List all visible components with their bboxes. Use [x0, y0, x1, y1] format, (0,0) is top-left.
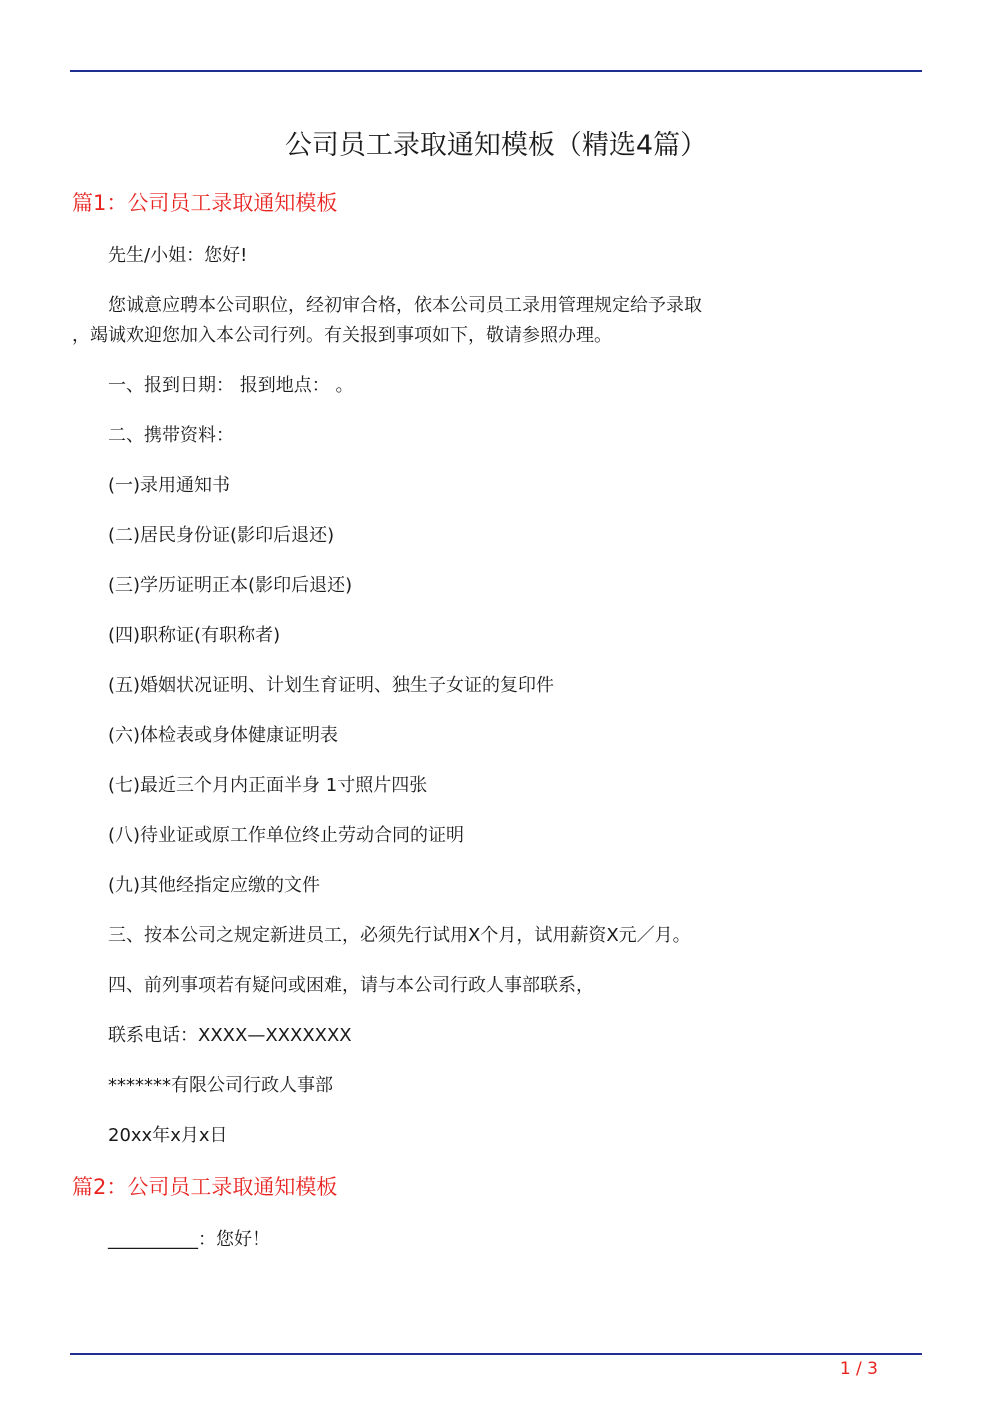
paragraph-probation: 三、按本公司之规定新进员工，必须先行试用X个月，试用薪资X元／月。 [108, 925, 691, 946]
paragraph-materials-heading: 二、携带资料： [108, 425, 234, 446]
list-item: (九)其他经指定应缴的文件 [108, 875, 321, 896]
section-heading: 篇2：公司员工录取通知模板 [72, 1175, 338, 1199]
list-item: (二)居民身份证(影印后退还) [108, 525, 335, 546]
section-heading: 篇1：公司员工录取通知模板 [72, 191, 338, 215]
paragraph-greeting: 先生/小姐：您好! [108, 245, 248, 266]
paragraph-greeting: __________：您好！ [108, 1229, 270, 1250]
header-rule [70, 70, 922, 72]
footer-rule [70, 1353, 922, 1355]
paragraph-report-date: 一、报到日期： 报到地点： 。 [108, 375, 354, 396]
list-item: (三)学历证明正本(影印后退还) [108, 575, 353, 596]
paragraph-intro-continued: ，竭诚欢迎您加入本公司行列。有关报到事项如下，敬请参照办理。 [72, 325, 612, 346]
paragraph-contact-note: 四、前列事项若有疑问或困难，请与本公司行政人事部联系， [108, 975, 594, 996]
list-item: (八)待业证或原工作单位终止劳动合同的证明 [108, 825, 465, 846]
list-item: (六)体检表或身体健康证明表 [108, 725, 339, 746]
paragraph-signature: *******有限公司行政人事部 [108, 1075, 333, 1096]
page-number: 1 / 3 [839, 1359, 878, 1379]
list-item: (一)录用通知书 [108, 475, 231, 496]
paragraph-date: 20xx年x月x日 [108, 1125, 228, 1146]
paragraph-phone: 联系电话：XXXX—XXXXXXX [108, 1025, 352, 1046]
list-item: (七)最近三个月内正面半身 1寸照片四张 [108, 775, 428, 796]
list-item: (五)婚姻状况证明、计划生育证明、独生子女证的复印件 [108, 675, 555, 696]
document-title: 公司员工录取通知模板（精选4篇） [284, 130, 708, 161]
paragraph-intro: 您诚意应聘本公司职位，经初审合格，依本公司员工录用管理规定给予录取 [108, 295, 702, 316]
list-item: (四)职称证(有职称者) [108, 625, 281, 646]
